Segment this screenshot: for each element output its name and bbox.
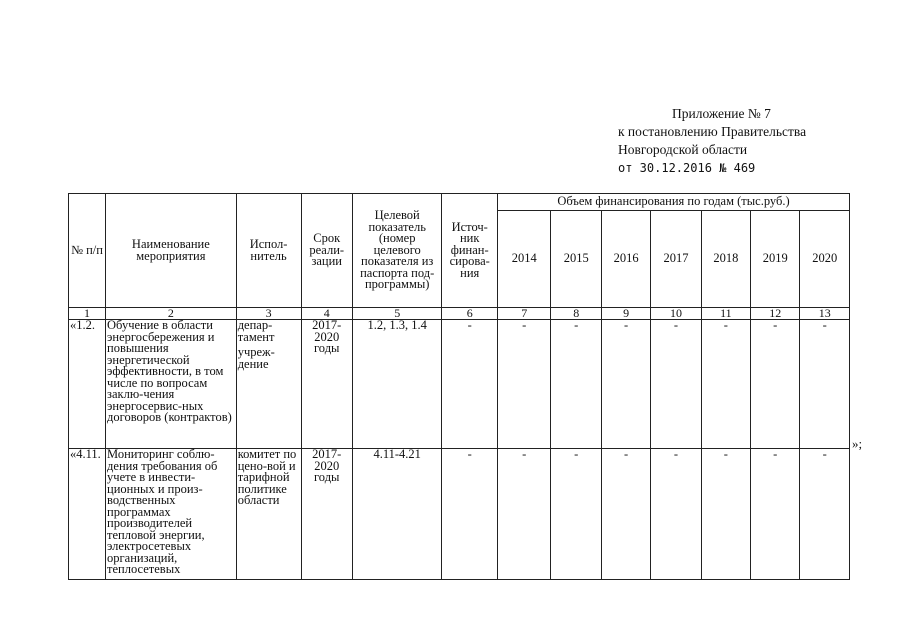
column-number: 12 — [751, 308, 800, 320]
funding-value: - — [651, 320, 701, 449]
column-number: 9 — [601, 308, 650, 320]
column-number: 5 — [352, 308, 442, 320]
executor-line: учреж-дение — [237, 345, 275, 371]
column-number: 8 — [551, 308, 601, 320]
column-number: 2 — [106, 308, 237, 320]
col-header-term: Срок реали-зации — [301, 194, 352, 308]
closing-quote: »; — [852, 436, 863, 451]
funding-value: - — [497, 320, 551, 449]
col-header-num: № п/п — [69, 194, 106, 308]
funding-value: - — [701, 449, 750, 580]
target-indicator: 4.11-4.21 — [352, 449, 442, 580]
year-header: 2018 — [701, 211, 750, 308]
row-number: «1.2. — [69, 320, 106, 449]
col-header-name: Наименование мероприятия — [106, 194, 237, 308]
year-header: 2016 — [601, 211, 650, 308]
target-indicator: 1.2, 1.3, 1.4 — [352, 320, 442, 449]
row-number: «4.11. — [69, 449, 106, 580]
term: 2017-2020 годы — [301, 320, 352, 449]
appendix-resolution: к постановлению Правительства — [618, 124, 807, 139]
funding-value: - — [551, 320, 601, 449]
funding-value: - — [497, 449, 551, 580]
activity-name: Обучение в области энергосбережения и повышения энергетической эффективности, в том числе по вопросам заклю-чения энергосервис-ных договоров (контрактов) — [106, 320, 237, 449]
column-number: 7 — [497, 308, 551, 320]
column-number: 10 — [651, 308, 701, 320]
year-header: 2015 — [551, 211, 601, 308]
funding-source: - — [442, 449, 498, 580]
funding-value: - — [601, 320, 650, 449]
funding-value: - — [701, 320, 750, 449]
funding-value: - — [751, 449, 800, 580]
appendix-date: от 30.12.2016 № 469 — [618, 161, 756, 175]
col-header-target: Целевой показатель (номер целевого показателя из паспорта под-программы) — [352, 194, 442, 308]
column-number: 4 — [301, 308, 352, 320]
column-number: 1 — [69, 308, 106, 320]
year-header: 2020 — [800, 211, 850, 308]
table-row — [69, 449, 850, 580]
activity-name: Мониторинг соблю-дения требования об учете в инвести-ционных и произ-водственных программах производителей тепловой энергии, электросетевых организаций, теплосетевых — [106, 449, 237, 580]
funding-value: - — [800, 449, 850, 580]
executor — [236, 320, 301, 449]
col-header-executor: Испол-нитель — [236, 194, 301, 308]
column-number: 13 — [800, 308, 850, 320]
appendix-number: Приложение № 7 — [672, 106, 771, 121]
funding-value: - — [601, 449, 650, 580]
executor — [236, 449, 301, 580]
executor-line: комитет по цено-вой и тарифной политике области — [237, 448, 297, 507]
year-header: 2014 — [497, 211, 551, 308]
table-row — [69, 320, 850, 449]
funding-value: - — [551, 449, 601, 580]
funding-value: - — [751, 320, 800, 449]
column-number: 11 — [701, 308, 750, 320]
column-number: 6 — [442, 308, 498, 320]
funding-source: - — [442, 320, 498, 449]
funding-value: - — [800, 320, 850, 449]
funding-value: - — [651, 449, 701, 580]
funding-table — [68, 193, 850, 580]
executor-line: депар-тамент — [237, 319, 275, 344]
column-number: 3 — [236, 308, 301, 320]
appendix-region: Новгородской области — [618, 142, 748, 157]
col-header-funding: Объем финансирования по годам (тыс.руб.) — [497, 194, 849, 211]
term: 2017-2020 годы — [301, 449, 352, 580]
year-header: 2019 — [751, 211, 800, 308]
appendix-header — [618, 105, 806, 177]
year-header: 2017 — [651, 211, 701, 308]
col-header-source: Источ-ник финан-сирова-ния — [442, 194, 498, 308]
